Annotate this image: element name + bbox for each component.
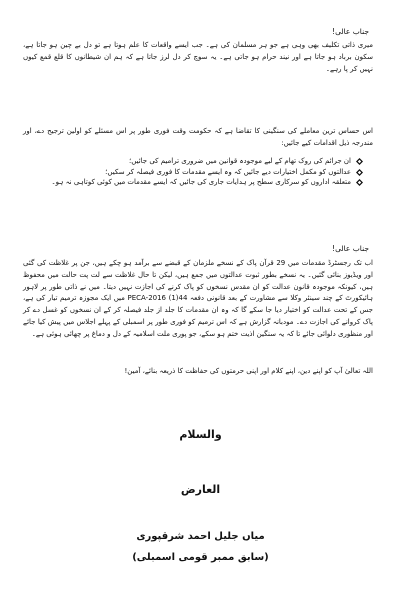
paragraph-prayer: اللہ تعالیٰ آپ کو اپنے دین، اپنے کلام اور اپنی حرمتوں کی حفاظت کا ذریعہ بنائے، آمین!: [124, 367, 373, 375]
paragraph-personal-pain: میری ذاتی تکلیف بھی وہی ہے جو ہر مسلمان کی ہے۔ جب ایسے واقعات کا علم ہوتا ہے تو دل بے چین ہو جاتا ہے، سکون برباد ہو جاتا ہے اور نیند حرام ہو جاتی ہے۔ یہ سوچ کر دل لرز جاتا ہے کہ ہم ان شیطانوں کا قلع قمع کیوں نہیں کر پا رہے۔: [23, 41, 373, 73]
list-item-text: عدالتوں کو مکمل اختیارات دیے جائیں کہ وہ ایسے مقدمات کا فوری فیصلہ کر سکیں؛: [105, 167, 351, 176]
closing-salam: والسلام: [179, 428, 222, 441]
list-item-text: متعلقہ اداروں کو سرکاری سطح پر ہدایات جاری کی جائیں کہ ایسے مقدمات میں کوئی کوتاہی نہ ہو۔: [51, 178, 351, 186]
diamond-arrow-icon: [356, 169, 363, 176]
signatory-title: (سابق ممبر قومی اسمبلی): [132, 552, 269, 563]
list-item: [33, 167, 363, 178]
diamond-arrow-icon: [356, 158, 363, 165]
petitioner-label: العارض: [180, 483, 221, 496]
demands-list: [33, 156, 363, 188]
diamond-arrow-icon: [356, 179, 363, 186]
list-item: [33, 156, 363, 167]
list-item: [33, 177, 363, 188]
paragraph-quran-copies-amendment: اب تک رجسٹرڈ مقدمات میں 29 قرآن پاک کے نسخے ملزمان کے قبضے سے برآمد ہو چکے ہیں، جن پر غلاظت کی گئی اور ویڈیوز بنائی گئیں۔ یہ نسخے بطور ثبوت عدالتوں میں جمع ہیں، لیکن تا حال غلاظت سے لت پت حالت میں محفوظ ہیں، کیونکہ موجودہ قانون عدالت کو ان مقدس نسخوں کو پاک کرنے کی اجازت نہیں دیتا۔ میں نے ذاتی طور پر لاہور ہائیکورٹ کے چند سینئر وکلا سے مشاورت کے بعد قانونی دفعہ PECA-2016 (1)44 میں ایک مجوزہ ترمیم تیار کی ہے، جس کے تحت عدالت کو اختیار دیا جا سکے گا کہ وہ ان مقدمات کا جلد از جلد فیصلہ کر کے ان نسخوں کو غسل دے کر پاک کروانے کی اجازت دے۔ مودبانہ گزارش ہے کہ اس ترمیم کو فوری طور پر اسمبلی کے پہلے اجلاس میں پیش کیا جائے اور منظوری دلوائی جائے تا کہ یہ سنگین اذیت ختم ہو سکے، جو پوری ملت اسلامیہ کے دل و دماغ پر چھائی ہوئی ہے۔: [23, 259, 374, 338]
signatory-name: میاں جلیل احمد شرقپوری: [136, 531, 265, 542]
paragraph-demands-intro: اس حساس ترین معاملے کی سنگینی کا تقاضا ہے کہ حکومت وقت فوری طور پر اس مسئلے کو اولین ترجیح دے، اور مندرجہ ذیل اقدامات کیے جائیں:: [23, 127, 373, 147]
list-item-text: ان جرائم کی روک تھام کے لیے موجودہ قوانین میں ضروری ترامیم کی جائیں؛: [129, 157, 351, 165]
salutation-second: جناب عالی!: [332, 244, 369, 253]
salutation-first: جناب عالی!: [332, 27, 369, 36]
